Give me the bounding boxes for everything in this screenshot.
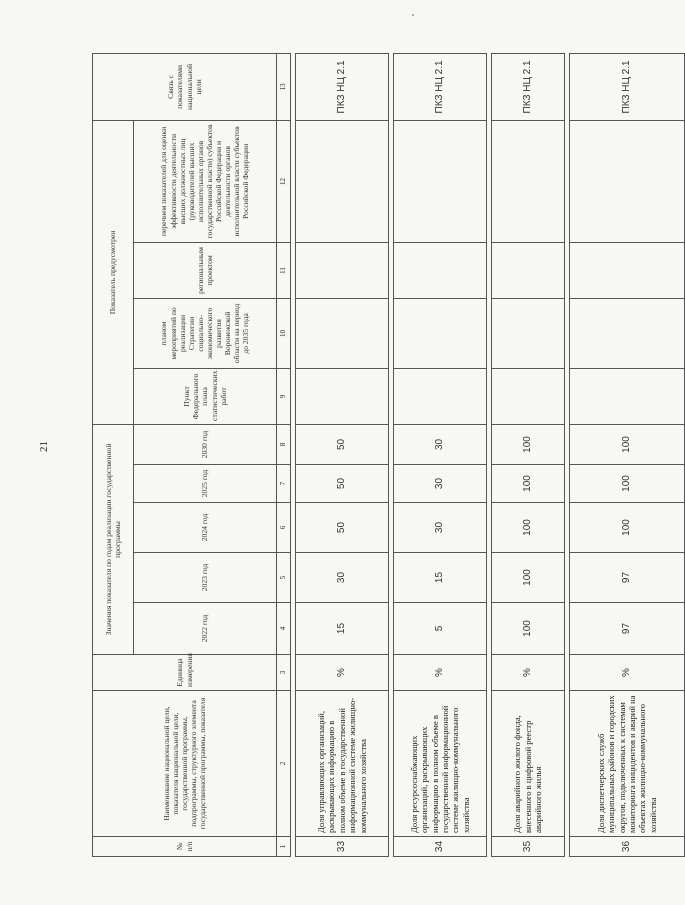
row-basis-empty bbox=[492, 368, 565, 424]
row-value: 100 bbox=[570, 465, 685, 503]
header-year: 2030 год bbox=[134, 424, 277, 464]
row-basis-empty bbox=[296, 242, 389, 298]
row-value: 5 bbox=[394, 603, 487, 655]
row-value: 100 bbox=[492, 424, 565, 464]
row-basis-empty bbox=[394, 298, 487, 368]
column-number-row bbox=[277, 53, 291, 856]
column-number: 11 bbox=[277, 242, 291, 298]
column-number: 12 bbox=[277, 120, 291, 242]
row-value: 100 bbox=[570, 503, 685, 553]
row-basis-empty bbox=[394, 242, 487, 298]
column-number: 3 bbox=[277, 655, 291, 691]
row-basis-empty bbox=[492, 242, 565, 298]
row-value: 50 bbox=[296, 465, 389, 503]
row-unit: % bbox=[394, 655, 487, 691]
header-year: 2023 год bbox=[134, 553, 277, 603]
row-value: 50 bbox=[296, 424, 389, 464]
row-value: 50 bbox=[296, 503, 389, 553]
column-number: 5 bbox=[277, 553, 291, 603]
row-basis-empty bbox=[570, 368, 685, 424]
row-value: 100 bbox=[492, 465, 565, 503]
row-no: 36 bbox=[570, 837, 685, 857]
column-number: 7 bbox=[277, 465, 291, 503]
column-number: 8 bbox=[277, 424, 291, 464]
column-number: 1 bbox=[277, 837, 291, 857]
header-basis: региональным проектом bbox=[134, 242, 277, 298]
column-number: 2 bbox=[277, 691, 291, 837]
header-year: 2022 год bbox=[134, 603, 277, 655]
indicators-table-sheet bbox=[92, 54, 658, 857]
row-link: ПКЗ НЦ 2.1 bbox=[394, 53, 487, 120]
row-name: Доля управляющих организаций, раскрывающих информацию в полном объеме в государственной информационной системе жилищно-коммунального хозяйства bbox=[296, 691, 389, 837]
header-basis: планом мероприятий по реализации Стратегии социально-экономического развития Воронежской области на период до 2035 года bbox=[134, 298, 277, 368]
row-basis-empty bbox=[296, 120, 389, 242]
row-name: Доля диспетчерских служб муниципальных районов и городских округов, подключенных к системам мониторинга инцидентов и аварий на объектах жилищно-коммунального хозяйства bbox=[570, 691, 685, 837]
row-value: 30 bbox=[394, 465, 487, 503]
row-unit: % bbox=[492, 655, 565, 691]
header-year: 2025 год bbox=[134, 465, 277, 503]
row-value: 15 bbox=[296, 603, 389, 655]
row-basis-empty bbox=[394, 368, 487, 424]
row-value: 100 bbox=[492, 603, 565, 655]
page-number: 21 bbox=[38, 441, 50, 452]
header-unit: Единица измерения bbox=[93, 655, 277, 691]
row-value: 30 bbox=[394, 424, 487, 464]
row-value: 97 bbox=[570, 603, 685, 655]
row-basis-empty bbox=[570, 242, 685, 298]
row-basis-empty bbox=[492, 298, 565, 368]
row-value: 30 bbox=[394, 503, 487, 553]
row-unit: % bbox=[296, 655, 389, 691]
header-no: № п/п bbox=[93, 837, 277, 857]
header-link: Связь с показателями национальной цели bbox=[93, 53, 277, 120]
row-link: ПКЗ НЦ 2.1 bbox=[296, 53, 389, 120]
row-no: 34 bbox=[394, 837, 487, 857]
row-value: 100 bbox=[492, 553, 565, 603]
row-basis-empty bbox=[296, 298, 389, 368]
header-basis-group: Показатель предусмотрен bbox=[93, 120, 134, 424]
row-basis-empty bbox=[296, 368, 389, 424]
scan-artifact bbox=[412, 14, 414, 16]
row-link: ПКЗ НЦ 2.1 bbox=[492, 53, 565, 120]
header-name: Наименование национальной цели, показателя национальной цели, государственной программы, подпрограммы, структурного элемента государственной программы, показателя bbox=[93, 691, 277, 837]
header-basis: Пункт Федерального плана статистических работ bbox=[134, 368, 277, 424]
header-year: 2024 год bbox=[134, 503, 277, 553]
column-number: 13 bbox=[277, 53, 291, 120]
row-name: Доля аварийного жилого фонда, внесенного в цифровой реестр аварийного жилья bbox=[492, 691, 565, 837]
row-value: 100 bbox=[492, 503, 565, 553]
row-no: 35 bbox=[492, 837, 565, 857]
row-unit: % bbox=[570, 655, 685, 691]
row-basis-empty bbox=[492, 120, 565, 242]
table-row bbox=[492, 53, 565, 856]
row-value: 100 bbox=[570, 424, 685, 464]
table-row bbox=[394, 53, 487, 856]
column-number: 9 bbox=[277, 368, 291, 424]
column-number: 4 bbox=[277, 603, 291, 655]
row-basis-empty bbox=[570, 120, 685, 242]
indicators-table bbox=[92, 53, 685, 857]
row-basis-empty bbox=[570, 298, 685, 368]
header-values-group: Значения показателя по годам реализации государственной программы bbox=[93, 424, 134, 654]
row-name: Доля ресурсоснабжающих организаций, раскрывающих информацию в полном объеме в государственной информационной системе жилищно-коммунального хозяйства bbox=[394, 691, 487, 837]
table-row bbox=[570, 53, 685, 856]
column-number: 10 bbox=[277, 298, 291, 368]
row-value: 97 bbox=[570, 553, 685, 603]
row-value: 15 bbox=[394, 553, 487, 603]
row-basis-empty bbox=[394, 120, 487, 242]
row-link: ПКЗ НЦ 2.1 bbox=[570, 53, 685, 120]
header-basis: перечнем показателей для оценки эффективности деятельности высших должностных лиц (руководителей высших исполнительных органов государственной власти) субъектов Российской Федерации и деятельности органов исполнительной власти субъектов Российской Федерации bbox=[134, 120, 277, 242]
table-row bbox=[296, 53, 389, 856]
row-value: 30 bbox=[296, 553, 389, 603]
column-number: 6 bbox=[277, 503, 291, 553]
row-no: 33 bbox=[296, 837, 389, 857]
